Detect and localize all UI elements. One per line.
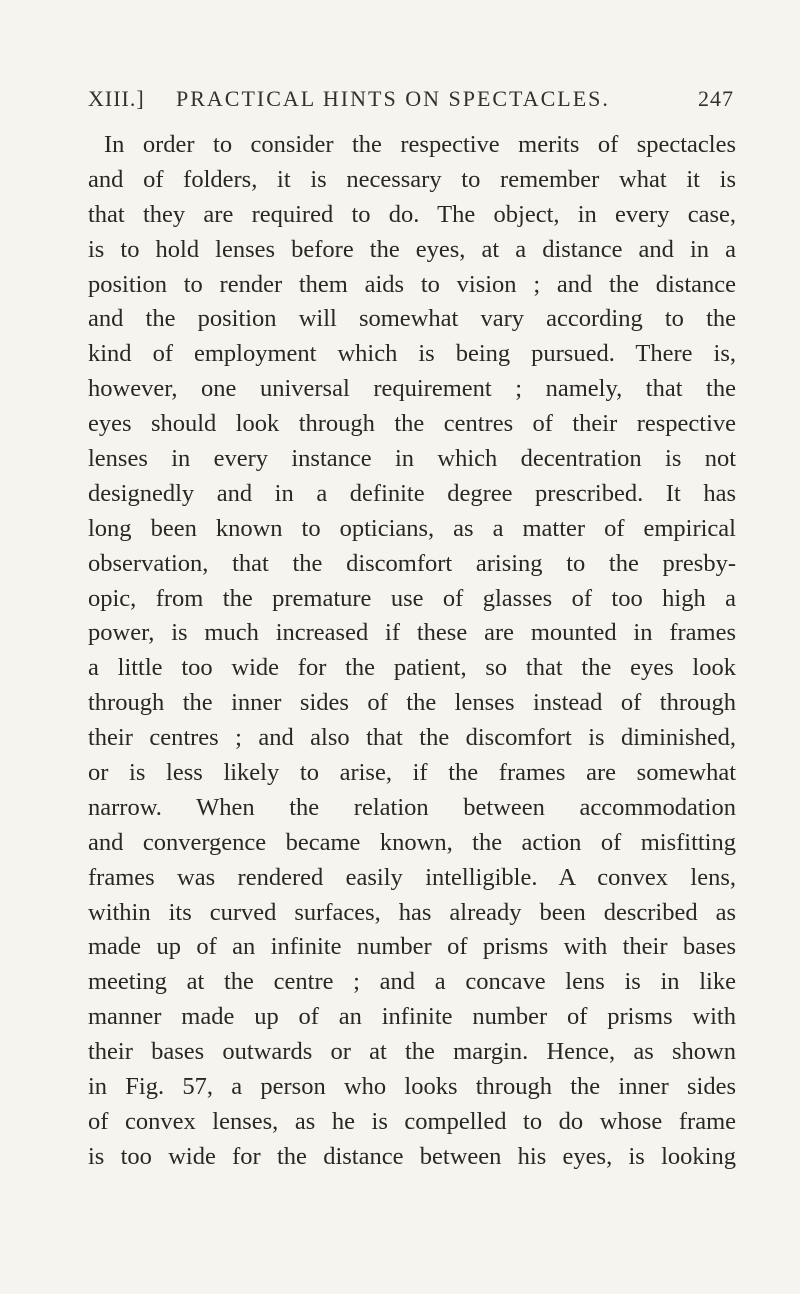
page-number: 247 <box>698 86 734 111</box>
text-line: observation, that the discomfort arising to the presby- <box>88 549 736 577</box>
text-line: long been known to opticians, as a matter of empirical <box>88 514 736 542</box>
text-line: opic, from the premature use of glasses of too high a <box>88 584 736 612</box>
text-line: narrow. When the relation between accommodation <box>88 793 736 821</box>
text-line: kind of employment which is being pursued. There is, <box>88 340 736 368</box>
text-line: or is less likely to arise, if the frames are somewhat <box>88 759 736 787</box>
text-line: of convex lenses, as he is compelled to do whose frame <box>88 1107 736 1135</box>
text-line: manner made up of an infinite number of prisms with <box>88 1003 736 1031</box>
text-line: that they are required to do. The object, in every case, <box>88 200 736 228</box>
text-line: in Fig. 57, a person who looks through the inner sides <box>88 1073 736 1101</box>
text-line: is to hold lenses before the eyes, at a distance and in a <box>88 235 736 263</box>
text-line: power, is much increased if these are mounted in frames <box>88 619 736 647</box>
text-line: their centres ; and also that the discomfort is diminished, <box>88 724 736 752</box>
text-line: position to render them aids to vision ; and the distance <box>88 270 736 298</box>
running-title: PRACTICAL HINTS ON SPECTACLES. <box>176 86 610 111</box>
text-line: and of folders, it is necessary to remember what it is <box>88 165 736 193</box>
text-line: frames was rendered easily intelligible. A convex lens, <box>88 863 736 891</box>
text-line: eyes should look through the centres of their respective <box>88 410 736 438</box>
text-line: through the inner sides of the lenses instead of through <box>88 689 736 717</box>
running-head <box>88 86 734 120</box>
text-line: In order to consider the respective merits of spectacles <box>104 131 736 158</box>
chapter-number: XIII.] <box>88 86 145 111</box>
text-line: made up of an infinite number of prisms with their bases <box>88 933 736 961</box>
text-line: is too wide for the distance between his eyes, is looking <box>88 1142 736 1170</box>
text-line: lenses in every instance in which decentration is not <box>88 445 736 473</box>
text-line: a little too wide for the patient, so that the eyes look <box>88 654 736 682</box>
text-line: meeting at the centre ; and a concave lens is in like <box>88 968 736 996</box>
body-paragraph <box>88 128 736 1175</box>
text-line: however, one universal requirement ; namely, that the <box>88 375 736 403</box>
text-line: within its curved surfaces, has already been described as <box>88 898 736 926</box>
text-line: their bases outwards or at the margin. Hence, as shown <box>88 1038 736 1066</box>
text-line: and convergence became known, the action of misfitting <box>88 828 736 856</box>
text-line: designedly and in a definite degree prescribed. It has <box>88 479 736 507</box>
text-line: and the position will somewhat vary according to the <box>88 305 736 333</box>
